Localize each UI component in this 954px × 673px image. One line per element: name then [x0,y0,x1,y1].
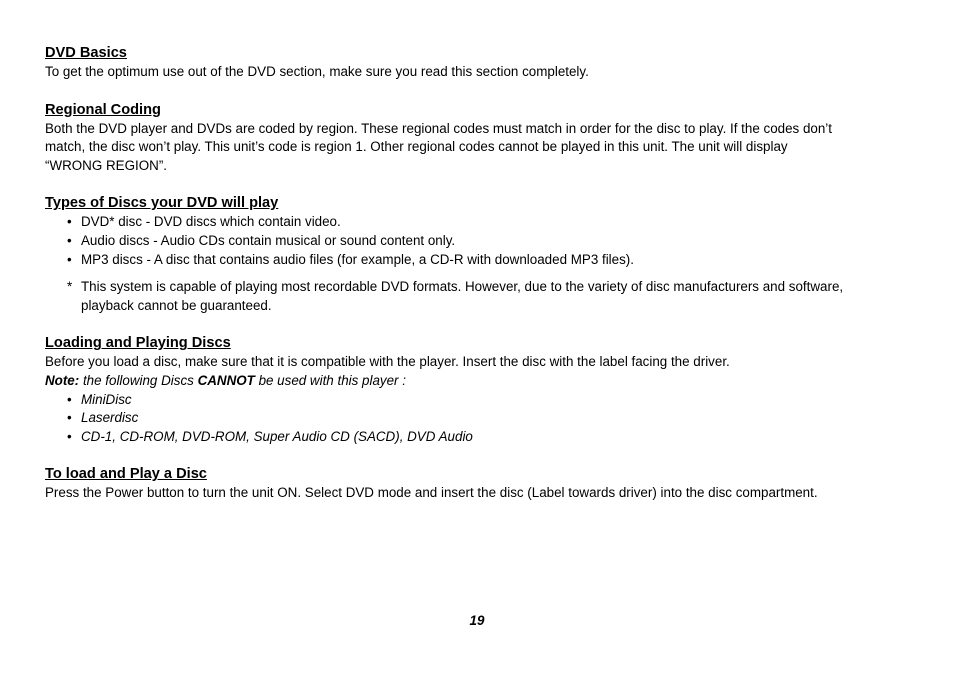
bullet-mark: • [67,214,72,230]
heading-disc-types: Types of Discs your DVD will play [45,195,279,212]
footnote-mark: * [67,279,73,295]
footnote-line-1: This system is capable of playing most recordable DVD formats. However, due to the variety of disc manufacturers and software, [81,279,844,295]
note-text-after: be used with this player : [254,372,406,388]
bullet-mark: • [67,251,72,267]
bullet-mark: • [67,391,72,407]
paragraph-dvd-basics: To get the optimum use out of the DVD section, make sure you read this section completely. [45,64,589,79]
list-item-text: Laserdisc [81,410,139,426]
list-item [45,409,915,428]
disc-types-list [45,213,915,269]
list-item [45,213,915,232]
list-item [45,232,915,251]
heading-dvd-basics: DVD Basics [45,45,127,61]
section-load-play [45,465,915,503]
list-item-text: DVD* disc - DVD discs which contain video. [81,214,341,230]
disc-types-footnote [45,278,915,315]
list-item-text: Audio discs - Audio CDs contain musical or sound content only. [81,232,456,248]
note-emphasis: CANNOT [197,372,255,388]
note-line [45,372,915,391]
list-item [45,391,915,410]
note-label: Note: [45,372,80,388]
footnote-line-2: playback cannot be guaranteed. [81,297,272,313]
list-item-text: MP3 discs - A disc that contains audio files (for example, a CD-R with downloaded MP3 files). [81,251,634,267]
section-disc-types [45,194,915,315]
section-loading-playing [45,334,915,446]
heading-load-play: To load and Play a Disc [45,466,207,483]
bullet-mark: • [67,410,72,426]
page-number: 19 [469,613,485,628]
heading-loading-playing: Loading and Playing Discs [45,335,231,352]
list-item-text: CD-1, CD-ROM, DVD-ROM, Super Audio CD (SACD), DVD Audio [81,428,473,444]
manual-page [45,44,915,522]
bullet-mark: • [67,232,72,248]
paragraph-regional-coding-line-1: Both the DVD player and DVDs are coded by region. These regional codes must match in order for the disc to play. If the codes don’t [45,120,832,136]
note-text-before: the following Discs [79,372,198,388]
paragraph-regional-coding-line-2: match, the disc won’t play. This unit’s code is region 1. Other regional codes cannot be played in this unit. The unit will display [45,139,788,155]
section-regional-coding [45,101,915,176]
list-item [45,251,915,270]
paragraph-regional-coding-line-3: “WRONG REGION”. [45,157,167,173]
bullet-mark: • [67,428,72,444]
section-dvd-basics [45,44,915,82]
list-item [45,428,915,447]
list-item-text: MiniDisc [81,391,132,407]
unsupported-discs-list [45,391,915,447]
heading-regional-coding: Regional Coding [45,101,161,118]
paragraph-loading-playing: Before you load a disc, make sure that it is compatible with the player. Insert the disc with the label facing the driver. [45,354,730,370]
paragraph-load-play: Press the Power button to turn the unit ON. Select DVD mode and insert the disc (Label towards driver) into the disc compartment. [45,485,818,501]
